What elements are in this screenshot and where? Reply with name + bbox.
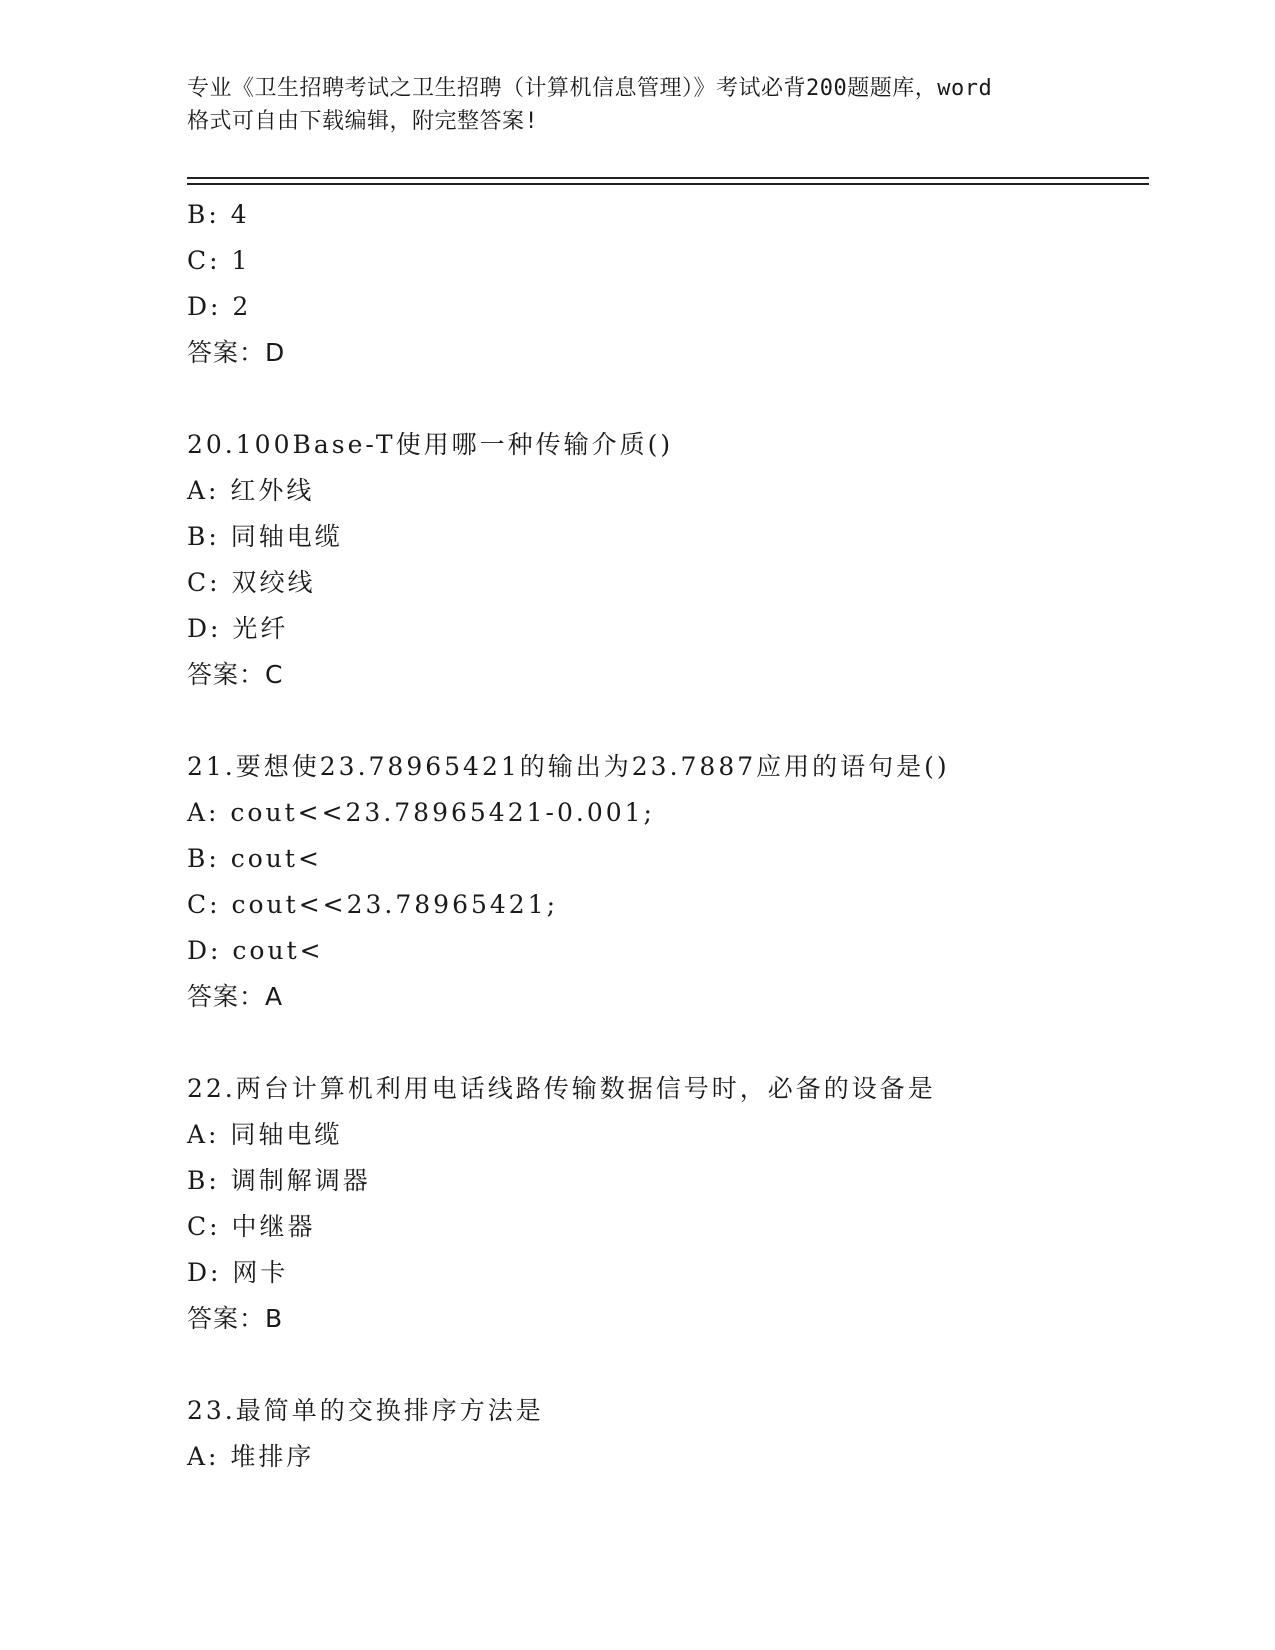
option-line: B: 调制解调器 bbox=[187, 1166, 371, 1195]
option-line: A: 堆排序 bbox=[187, 1442, 315, 1471]
option-line: A: cout<<23.78965421-0.001; bbox=[187, 798, 655, 827]
option-line: B: 4 bbox=[187, 200, 250, 229]
option-line: C: cout<<23.78965421; bbox=[187, 890, 559, 919]
header-divider-bottom bbox=[187, 183, 1149, 185]
option-line: C: 中继器 bbox=[187, 1212, 316, 1241]
answer-line: 答案：A bbox=[187, 982, 284, 1011]
question-list bbox=[187, 192, 1147, 1480]
option-line: B: cout< bbox=[187, 844, 322, 873]
question-title: 20.100Base-T使用哪一种传输介质() bbox=[187, 430, 674, 459]
option-line: A: 红外线 bbox=[187, 476, 315, 505]
header-line-2: 格式可自由下载编辑，附完整答案! bbox=[187, 109, 539, 134]
option-line: D: 光纤 bbox=[187, 614, 289, 643]
spacer bbox=[187, 698, 1147, 744]
spacer bbox=[187, 1020, 1147, 1066]
answer-line: 答案：B bbox=[187, 1304, 284, 1333]
header-divider-top bbox=[187, 177, 1149, 179]
document-header bbox=[187, 72, 1087, 138]
option-line: D: 网卡 bbox=[187, 1258, 289, 1287]
option-line: B: 同轴电缆 bbox=[187, 522, 343, 551]
question-title: 23.最简单的交换排序方法是 bbox=[187, 1396, 544, 1425]
option-line: C: 1 bbox=[187, 246, 251, 275]
header-line-1: 专业《卫生招聘考试之卫生招聘（计算机信息管理）》考试必背200题题库，word bbox=[187, 76, 993, 101]
question-title: 21.要想使23.78965421的输出为23.7887应用的语句是() bbox=[187, 752, 950, 781]
question-title: 22.两台计算机利用电话线路传输数据信号时，必备的设备是 bbox=[187, 1074, 936, 1103]
answer-line: 答案：D bbox=[187, 338, 286, 367]
spacer bbox=[187, 376, 1147, 422]
option-line: D: cout< bbox=[187, 936, 324, 965]
option-line: D: 2 bbox=[187, 292, 252, 321]
answer-line: 答案：C bbox=[187, 660, 284, 689]
option-line: C: 双绞线 bbox=[187, 568, 316, 597]
option-line: A: 同轴电缆 bbox=[187, 1120, 343, 1149]
spacer bbox=[187, 1342, 1147, 1388]
